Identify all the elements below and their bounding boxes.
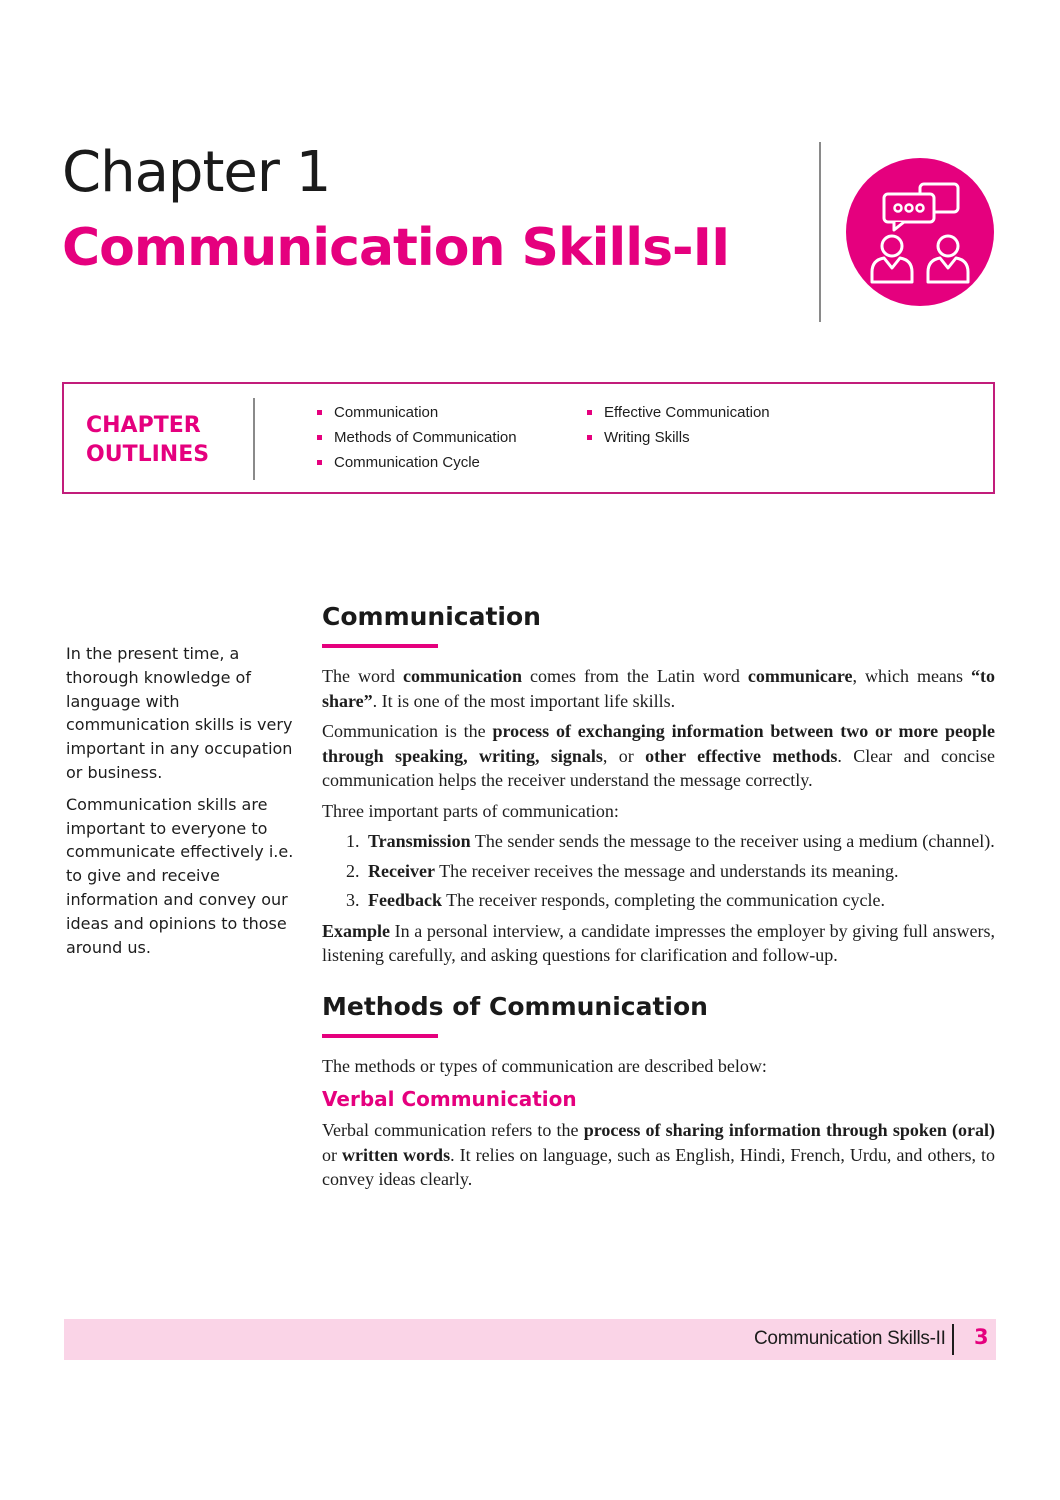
bold-term: communicare bbox=[747, 666, 853, 686]
section-methods bbox=[322, 990, 995, 1192]
sidebar-paragraph: Communication skills are important to everyone to communicate effectively i.e. to give and receive information and convey our ideas and opinions to those around us. bbox=[66, 794, 294, 957]
sidebar-note bbox=[66, 642, 298, 967]
sidebar-paragraph: In the present time, a thorough knowledge of language with communication skills is very important in any occupation or business. bbox=[66, 644, 293, 782]
paragraph bbox=[322, 719, 995, 793]
text-run: . Clear and concise communication helps the receiver understand the message correctly. bbox=[322, 745, 995, 790]
bold-term: Receiver bbox=[368, 860, 435, 881]
bold-term: other effective methods bbox=[645, 745, 838, 766]
chapter-outline-box bbox=[62, 382, 995, 494]
paragraph bbox=[322, 664, 995, 713]
outline-heading bbox=[86, 411, 246, 469]
parts-list bbox=[322, 829, 995, 913]
sub-heading: Verbal Communication bbox=[322, 1087, 577, 1111]
outline-item: Methods of Communication bbox=[316, 425, 517, 450]
text-run: or bbox=[322, 1144, 343, 1165]
list-item bbox=[364, 859, 995, 884]
paragraph: Three important parts of communication: bbox=[322, 800, 619, 821]
bold-term: process of sharing information through spoken (oral) bbox=[583, 1120, 995, 1140]
example-paragraph bbox=[322, 919, 995, 968]
bold-term: Feedback bbox=[368, 890, 442, 910]
text-run: Verbal communication refers to the bbox=[322, 1120, 584, 1140]
list-item bbox=[364, 888, 995, 913]
bold-term: Transmission bbox=[368, 831, 471, 851]
paragraph: The methods or types of communication are described below: bbox=[322, 1055, 767, 1076]
outline-heading-line1: CHAPTER bbox=[86, 413, 201, 438]
main-content bbox=[322, 600, 995, 1198]
section-heading: Communication bbox=[322, 602, 541, 631]
text-run: The sender sends the message to the receiver using a medium (channel). bbox=[470, 831, 995, 851]
outline-item: Effective Communication bbox=[586, 400, 770, 425]
page-number: 3 bbox=[974, 1325, 989, 1349]
outline-column-2 bbox=[586, 400, 770, 450]
header-divider bbox=[819, 142, 821, 322]
footer-title: Communication Skills-II bbox=[754, 1328, 946, 1349]
text-run: The receiver receives the message and understands its meaning. bbox=[434, 860, 899, 881]
section-heading: Methods of Communication bbox=[322, 991, 708, 1021]
text-run: , or bbox=[602, 745, 646, 766]
paragraph bbox=[322, 1118, 995, 1192]
bold-term: process of exchanging information between two or more people through speaking, writing, signals bbox=[322, 721, 995, 766]
text-run: . It relies on language, such as English, Hindi, French, Urdu, and others, to convey ideas clearly. bbox=[322, 1144, 996, 1189]
outline-item: Communication bbox=[316, 400, 517, 425]
text-run: . It is one of the most important life skills. bbox=[372, 690, 676, 711]
text-run: The receiver responds, completing the communication cycle. bbox=[442, 890, 886, 910]
text-run: comes from the Latin word bbox=[521, 666, 748, 686]
heading-underline bbox=[322, 644, 438, 648]
page-footer bbox=[64, 1319, 996, 1360]
outline-item: Communication Cycle bbox=[316, 450, 517, 475]
outline-column-1 bbox=[316, 400, 517, 475]
heading-underline bbox=[322, 1034, 438, 1038]
outline-divider bbox=[253, 398, 255, 480]
list-item bbox=[364, 829, 995, 854]
footer-separator bbox=[952, 1324, 954, 1355]
text-run: The word bbox=[322, 666, 403, 686]
bold-term: “to share” bbox=[322, 666, 995, 711]
bold-term: written words bbox=[342, 1144, 451, 1165]
text-run: Communication is the bbox=[322, 721, 493, 741]
bold-term: communication bbox=[402, 666, 522, 686]
chapter-label: Chapter 1 bbox=[62, 140, 331, 205]
text-run: In a personal interview, a candidate impresses the employer by giving full answers, listening carefully, and asking questions for clarification and follow-up. bbox=[322, 920, 995, 965]
conversation-people-icon bbox=[846, 158, 994, 306]
outline-heading-line2: OUTLINES bbox=[86, 442, 210, 467]
text-run: , which means bbox=[852, 666, 971, 686]
chapter-title: Communication Skills-II bbox=[62, 218, 730, 278]
bold-term: Example bbox=[322, 920, 391, 941]
outline-item: Writing Skills bbox=[586, 425, 770, 450]
section-communication bbox=[322, 600, 995, 968]
